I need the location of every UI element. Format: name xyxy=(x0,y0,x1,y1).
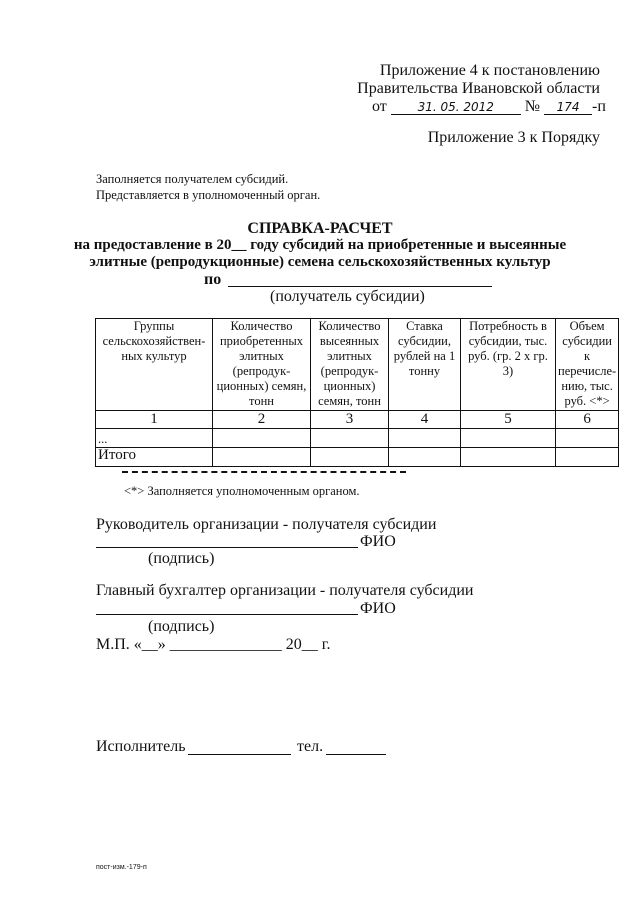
cell xyxy=(311,448,389,467)
footnote: <*> Заполняется уполномоченным органом. xyxy=(124,484,360,498)
col-number: 6 xyxy=(556,411,619,429)
decree-number: 174 xyxy=(544,100,592,115)
appendix-line1: Приложение 4 к постановлению xyxy=(379,62,600,79)
head-fio: ФИО xyxy=(360,533,396,550)
accountant-fio: ФИО xyxy=(360,600,396,617)
doc-title: СПРАВКА-РАСЧЕТ xyxy=(247,220,393,237)
executor-line[interactable] xyxy=(188,754,291,755)
subsidy-table xyxy=(95,318,619,467)
accountant-signature-line[interactable] xyxy=(96,614,358,615)
stamp-date: М.П. «__» ______________ 20__ г. xyxy=(96,636,331,653)
table-row xyxy=(96,429,619,448)
col-header: Группы сельскохозяйствен-ных культур xyxy=(96,319,213,411)
accountant-label: Главный бухгалтер организации - получателя субсидии xyxy=(96,582,474,599)
table-header-row xyxy=(96,319,619,411)
title-line2: элитные (репродукционные) семена сельскохозяйственных культур xyxy=(89,254,551,270)
cell xyxy=(556,448,619,467)
cell xyxy=(213,429,311,448)
footnote-separator xyxy=(122,471,406,473)
column-number-row xyxy=(96,411,619,429)
number-suffix: -п xyxy=(592,98,606,115)
cell xyxy=(213,448,311,467)
table-row-total xyxy=(96,448,619,467)
col-header: Ставка субсидии, рублей на 1 тонну xyxy=(389,319,461,411)
accountant-sign-caption: (подпись) xyxy=(148,618,215,635)
number-label: № xyxy=(524,98,541,115)
recipient-line xyxy=(228,286,492,287)
col-number: 4 xyxy=(389,411,461,429)
head-signature-line[interactable] xyxy=(96,547,358,548)
executor-label: Исполнитель xyxy=(96,738,186,755)
col-number: 3 xyxy=(311,411,389,429)
col-header: Объем субсидии к перечисле-нию, тыс. руб. <*> xyxy=(556,319,619,411)
cell xyxy=(311,429,389,448)
decree-ref xyxy=(372,98,606,116)
col-number: 1 xyxy=(96,411,213,429)
appendix-procedure: Приложение 3 к Порядку xyxy=(427,129,600,146)
cell xyxy=(556,429,619,448)
cell xyxy=(461,448,556,467)
cell xyxy=(389,429,461,448)
phone-label: тел. xyxy=(297,738,324,755)
by-label: по xyxy=(204,271,222,288)
recipient-caption: (получатель субсидии) xyxy=(270,288,425,305)
decree-date: 31. 05. 2012 xyxy=(391,100,521,115)
cell: ... xyxy=(96,429,213,448)
cell: Итого xyxy=(96,448,213,467)
col-number: 2 xyxy=(213,411,311,429)
doc-code: пост-изм.-179-п xyxy=(96,864,147,871)
col-header: Потребность в субсидии, тыс. руб. (гр. 2 х гр. 3) xyxy=(461,319,556,411)
note-filled-by: Заполняется получателем субсидий. xyxy=(96,172,289,186)
col-header: Количество высеянных элитных (репродук-ционных) семян, тонн xyxy=(311,319,389,411)
note-submitted-to: Представляется в уполномоченный орган. xyxy=(96,188,321,202)
cell xyxy=(461,429,556,448)
col-number: 5 xyxy=(461,411,556,429)
head-label: Руководитель организации - получателя субсидии xyxy=(96,516,437,533)
head-sign-caption: (подпись) xyxy=(148,550,215,567)
phone-line[interactable] xyxy=(326,754,386,755)
col-header: Количество приобретенных элитных (репродук-ционных) семян, тонн xyxy=(213,319,311,411)
from-label: от xyxy=(372,98,387,115)
cell xyxy=(389,448,461,467)
appendix-line2: Правительства Ивановской области xyxy=(357,80,600,97)
title-line1: на предоставление в 20__ году субсидий на приобретенные и высеянные xyxy=(73,237,567,253)
